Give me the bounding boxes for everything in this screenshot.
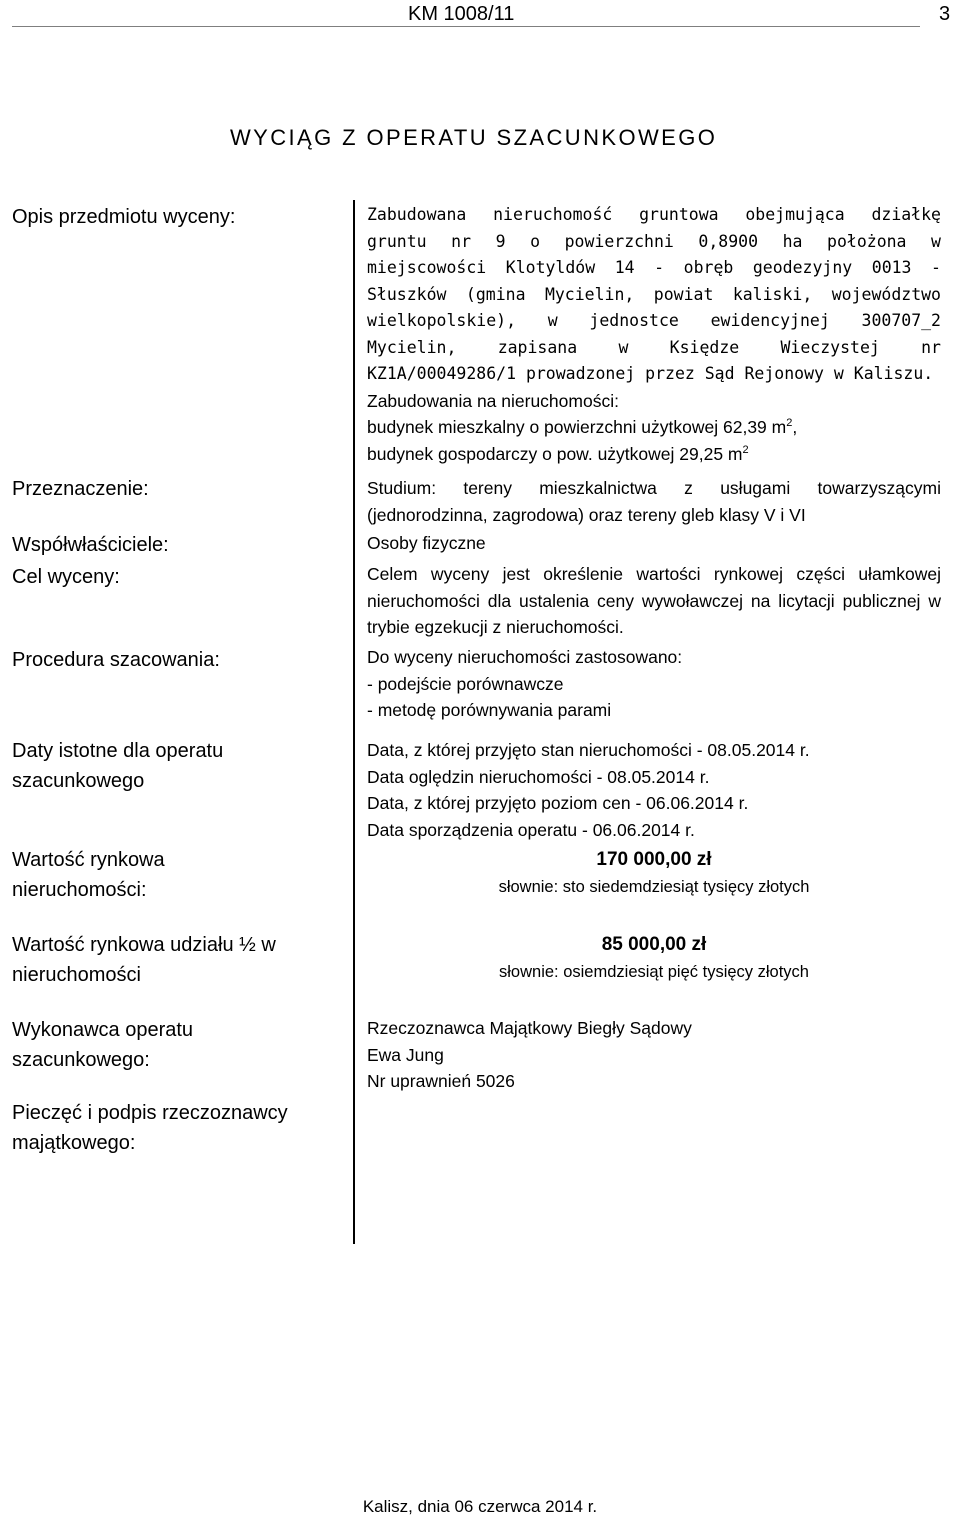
label-opis: Opis przedmiotu wyceny: (12, 206, 236, 228)
label-wartosc-line1: Wartość rynkowa (12, 849, 165, 871)
label-pieczec (12, 1098, 288, 1158)
date-report: Data sporządzenia operatu - 06.06.2014 r. (367, 819, 695, 840)
value-przeznaczenie: Studium: tereny mieszkalnictwa z usługami towarzyszącymi (jednorodzinna, zagrodowa) oraz tereny gleb klasy V i VI (367, 478, 941, 525)
label-pieczec-line1: Pieczęć i podpis rzeczoznawcy (12, 1102, 288, 1124)
market-value-words: słownie: sto siedemdziesiąt tysięcy złotych (498, 878, 810, 896)
superscript-2: 2 (742, 443, 749, 456)
label-wartosc (12, 845, 165, 905)
buildings-heading: Zabudowania na nieruchomości: (367, 390, 619, 411)
share-value-amount: 85 000,00 zł (601, 934, 707, 955)
label-cel: Cel wyceny: (12, 566, 120, 588)
document-title: WYCIĄG Z OPERATU SZACUNKOWEGO (230, 125, 718, 150)
label-wartosc-line2: nieruchomości: (12, 879, 147, 901)
date-inspection: Data oględzin nieruchomości - 08.05.2014 r. (367, 766, 710, 787)
building-residential-text: budynek mieszkalny o powierzchni użytkowej 62,39 m (367, 417, 787, 437)
case-number: KM 1008/11 (408, 3, 515, 25)
label-przeznaczenie: Przeznaczenie: (12, 478, 149, 500)
property-description: Zabudowana nieruchomość gruntowa obejmująca działkę gruntu nr 9 o powierzchni 0,8900 ha położona w miejscowości Klotyldów 14 - obręb geodezyjny 0013 - Słuszków (gmina Mycielin, powiat kaliski, województwo wielkopolskie), w jednostce ewidencyjnej 300707_2 Mycielin, zapisana w Księdze Wieczystej nr KZ1A/00049286/1 prowadzonej przez Sąd Rejonowy w Kaliszu. (367, 205, 941, 383)
value-procedura (367, 644, 941, 724)
label-wykonawca-line2: szacunkowego: (12, 1049, 150, 1071)
date-price-level: Data, z której przyjęto poziom cen - 06.06.2014 r. (367, 793, 749, 813)
label-daty-line2: szacunkowego (12, 770, 145, 792)
value-wartosc (367, 845, 941, 899)
procedure-approach: - podejście porównawcze (367, 673, 564, 694)
label-daty-line1: Daty istotne dla operatu (12, 740, 224, 762)
building-utility-text: budynek gospodarczy o pow. użytkowej 29,25 m (367, 443, 743, 464)
value-wartosc-udzialu (367, 930, 941, 984)
building-utility (367, 441, 941, 468)
value-cel: Celem wyceny jest określenie wartości rynkowej części ułamkowej nieruchomości dla ustalenia ceny wywoławczej na licytacji publicznej w trybie egzekucji z nieruchomości. (367, 564, 941, 637)
appraiser-title: Rzeczoznawca Majątkowy Biegły Sądowy (367, 1018, 692, 1038)
value-wykonawca (367, 1015, 941, 1095)
value-daty (367, 737, 941, 843)
page-header (0, 0, 960, 30)
appraiser-license: Nr uprawnień 5026 (367, 1071, 515, 1091)
procedure-intro: Do wyceny nieruchomości zastosowano: (367, 647, 683, 667)
label-wartosc-udzialu-line2: nieruchomości (12, 964, 141, 986)
label-wartosc-udzialu-line1: Wartość rynkowa udziału ½ w (12, 934, 276, 956)
value-wspolwlasciciele: Osoby fizyczne (367, 533, 486, 553)
header-rule (12, 26, 920, 27)
page-number: 3 (939, 3, 951, 25)
value-opis (367, 202, 941, 467)
superscript-2: 2 (786, 417, 793, 430)
footer-place-date: Kalisz, dnia 06 czerwca 2014 r. (362, 1497, 598, 1516)
label-wartosc-udzialu (12, 930, 276, 990)
label-wykonawca (12, 1015, 193, 1075)
column-divider (353, 200, 355, 1244)
label-procedura: Procedura szacowania: (12, 649, 220, 671)
label-pieczec-line2: majątkowego: (12, 1132, 136, 1154)
market-value-amount: 170 000,00 zł (596, 849, 712, 870)
procedure-method: - metodę porównywania parami (367, 700, 612, 720)
label-wspolwlasciciele: Współwłaściciele: (12, 534, 169, 556)
date-property-state: Data, z której przyjęto stan nieruchomości - 08.05.2014 r. (367, 740, 810, 760)
appraiser-name: Ewa Jung (367, 1044, 444, 1065)
label-daty (12, 736, 223, 796)
share-value-words: słownie: osiemdziesiąt pięć tysięcy złotych (499, 963, 809, 981)
building-residential (367, 414, 941, 441)
label-wykonawca-line1: Wykonawca operatu (12, 1019, 194, 1041)
building-residential-tail: , (792, 417, 798, 437)
